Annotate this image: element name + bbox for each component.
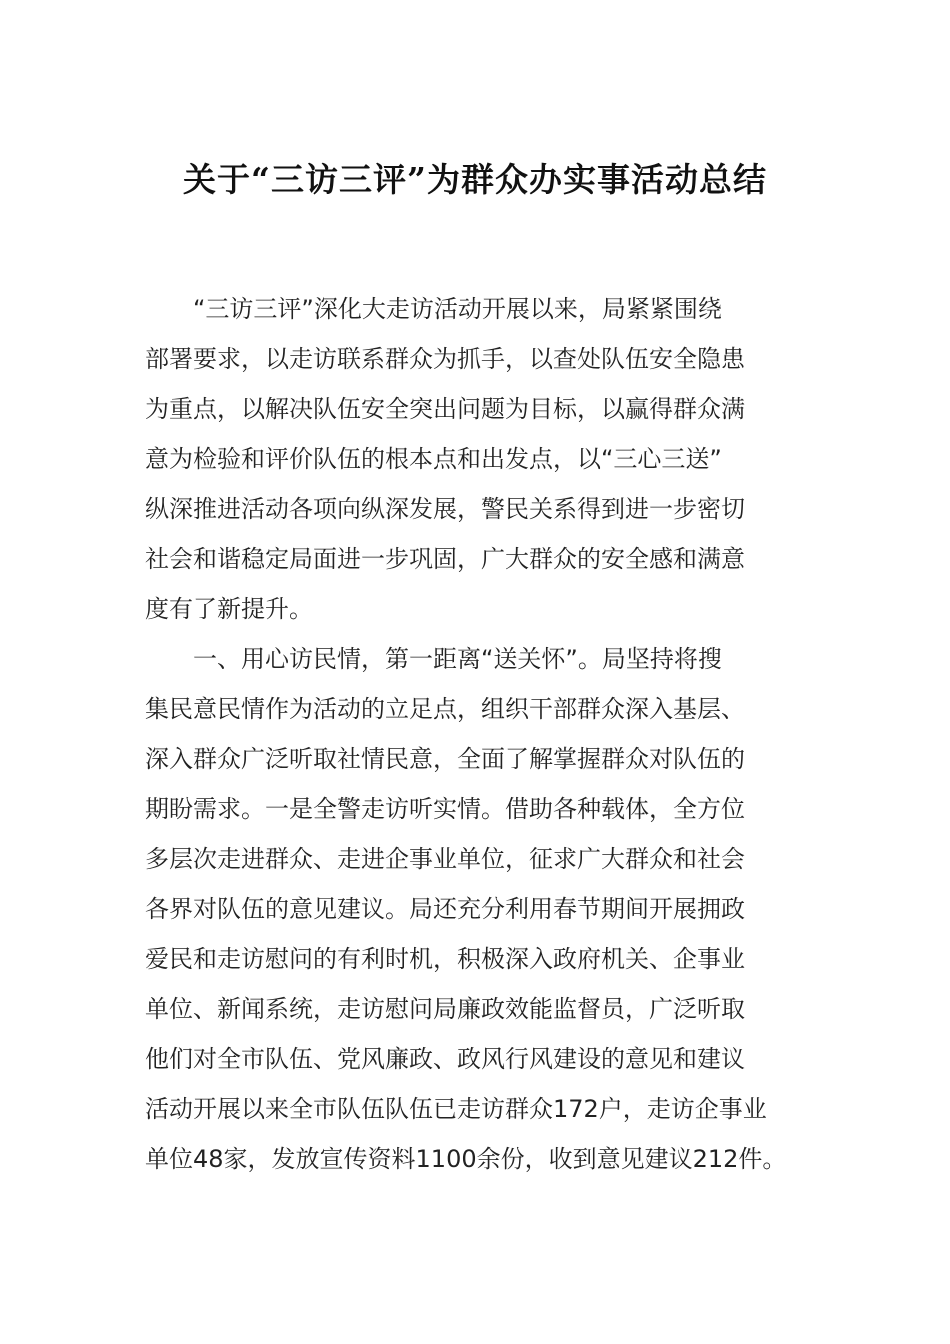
- document-body: [145, 284, 815, 1184]
- text-line-content: 活动开展以来全市队伍队伍已走访群众172户，走访企事业: [145, 1095, 767, 1123]
- text-line-content: 部署要求，以走访联系群众为抓手，以查处队伍安全隐患: [145, 345, 745, 373]
- text-line: [145, 534, 815, 584]
- text-line: [145, 1134, 815, 1184]
- text-line: [145, 484, 815, 534]
- text-line-content: 各界对队伍的意见建议。局还充分利用春节期间开展拥政: [145, 895, 745, 923]
- text-line-content: 爱民和走访慰问的有利时机，积极深入政府机关、企事业: [145, 945, 745, 973]
- text-line: [145, 734, 815, 784]
- text-line: [145, 784, 815, 834]
- text-line-content: 社会和谐稳定局面进一步巩固，广大群众的安全感和满意: [145, 545, 745, 573]
- text-line: [145, 884, 815, 934]
- text-line: [145, 384, 815, 434]
- text-line: [145, 934, 815, 984]
- text-line: [145, 684, 815, 734]
- text-line: [145, 984, 815, 1034]
- text-line-content: 单位、新闻系统，走访慰问局廉政效能监督员，广泛听取: [145, 995, 745, 1023]
- text-line: [145, 1034, 815, 1084]
- text-line-content: “三访三评”深化大走访活动开展以来，局紧紧围绕: [193, 295, 722, 323]
- text-line: [145, 584, 815, 634]
- text-line-content: 一、用心访民情，第一距离“送关怀”。局坚持将搜: [193, 645, 722, 673]
- text-line-content: 集民意民情作为活动的立足点，组织干部群众深入基层、: [145, 695, 745, 723]
- text-line: [145, 284, 815, 334]
- text-line-content: 期盼需求。一是全警走访听实情。借助各种载体，全方位: [145, 795, 745, 823]
- text-line: [145, 834, 815, 884]
- text-line-content: 深入群众广泛听取社情民意，全面了解掌握群众对队伍的: [145, 745, 745, 773]
- document-title: 关于“三访三评”为群众办实事活动总结: [183, 160, 767, 199]
- text-line: [145, 634, 815, 684]
- text-line-content: 意为检验和评价队伍的根本点和出发点，以“三心三送”: [145, 445, 722, 473]
- text-line-content: 多层次走进群众、走进企事业单位，征求广大群众和社会: [145, 845, 745, 873]
- text-line-content: 度有了新提升。: [145, 595, 313, 623]
- text-line-content: 纵深推进活动各项向纵深发展，警民关系得到进一步密切: [145, 495, 745, 523]
- text-line: [145, 334, 815, 384]
- text-line: [145, 1084, 815, 1134]
- text-line-content: 单位48家，发放宣传资料1100余份，收到意见建议212件。: [145, 1145, 787, 1173]
- text-line-content: 他们对全市队伍、党风廉政、政风行风建设的意见和建议: [145, 1045, 745, 1073]
- text-line-content: 为重点，以解决队伍安全突出问题为目标，以赢得群众满: [145, 395, 745, 423]
- text-line: [145, 434, 815, 484]
